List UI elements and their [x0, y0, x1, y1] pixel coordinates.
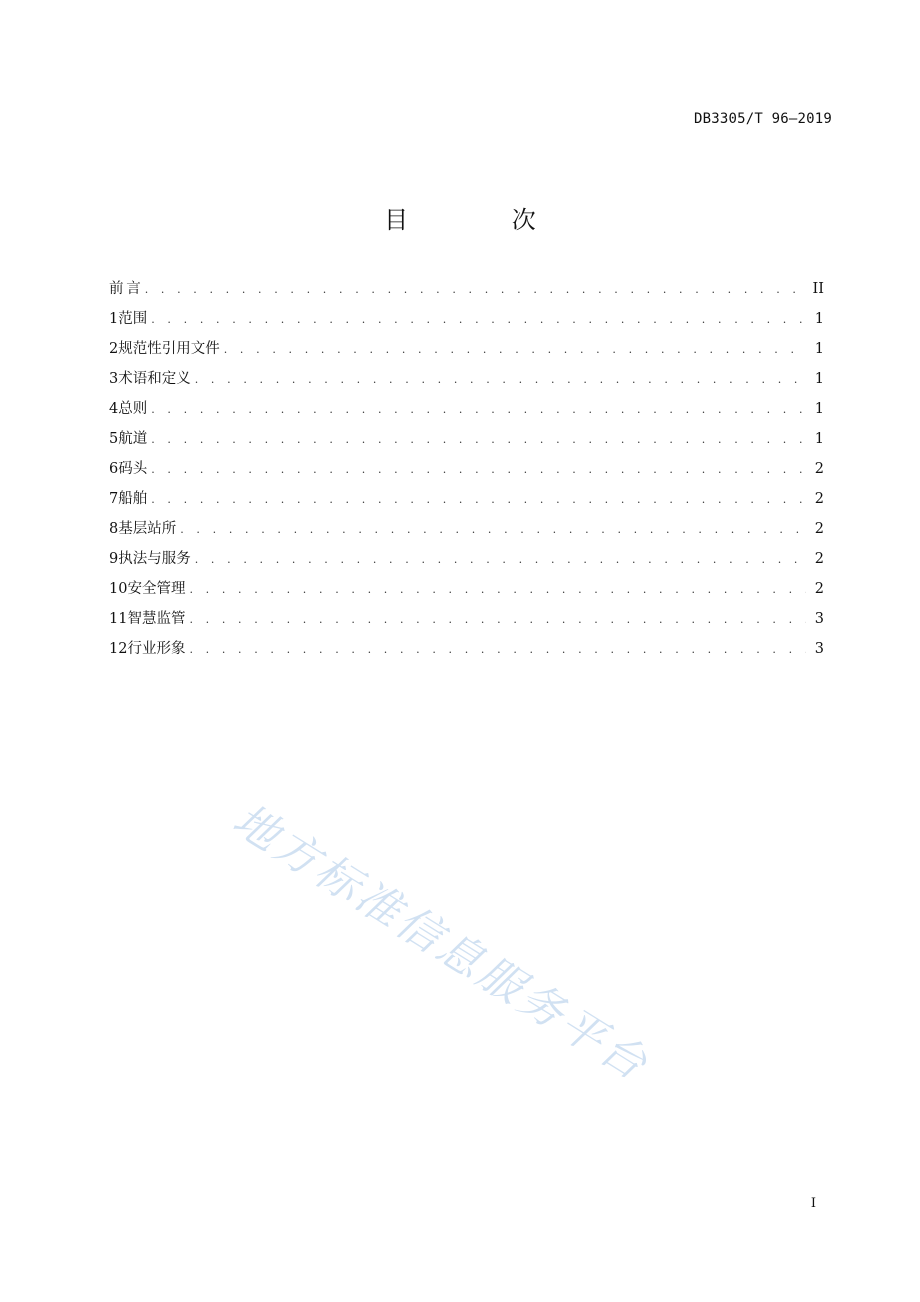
toc-item-label: 言	[126, 281, 141, 297]
toc-leader-dots	[151, 489, 806, 511]
toc-item-11[interactable]	[109, 608, 824, 638]
toc-item-8[interactable]	[109, 518, 824, 548]
toc-item-5[interactable]	[109, 428, 824, 458]
toc-item-page: 2	[814, 491, 824, 507]
toc-item-number: 11	[109, 611, 128, 627]
toc-item-1[interactable]	[109, 308, 824, 338]
toc-item-label: 行业形象	[127, 641, 186, 657]
toc-item-4[interactable]	[109, 398, 824, 428]
toc-item-page: II	[812, 281, 824, 297]
toc-item-label: 执法与服务	[118, 551, 191, 567]
toc-leader-dots	[195, 549, 806, 571]
toc-item-10[interactable]	[109, 578, 824, 608]
toc-item-page: 2	[814, 461, 824, 477]
toc-item-page: 2	[814, 551, 824, 567]
toc-item-number: 5	[109, 431, 119, 447]
toc-item-number: 9	[109, 551, 119, 567]
toc-item-label: 基层站所	[118, 521, 177, 537]
document-code: DB3305/T 96—2019	[693, 111, 832, 127]
toc-title: 目 次	[384, 206, 584, 234]
toc-leader-dots	[151, 459, 806, 481]
watermark: 地方标准信息服务平台	[224, 794, 659, 1092]
toc-item-7[interactable]	[109, 488, 824, 518]
toc-item-page: 1	[814, 401, 824, 417]
toc-item-label: 船舶	[118, 491, 148, 507]
toc-item-6[interactable]	[109, 458, 824, 488]
toc-item-label: 码头	[118, 461, 148, 477]
toc-item-label: 范围	[118, 311, 148, 327]
toc-item-label: 术语和定义	[118, 371, 191, 387]
toc-leader-dots	[180, 519, 806, 541]
toc-item-label: 规范性引用文件	[118, 341, 220, 357]
page-number: I	[810, 1196, 816, 1211]
toc-leader-dots	[151, 309, 806, 331]
toc-item-page: 1	[814, 371, 824, 387]
toc-leader-dots	[189, 609, 806, 631]
toc-item-number: 4	[109, 401, 119, 417]
toc-item-page: 1	[814, 311, 824, 327]
toc-item-foreword[interactable]	[109, 278, 824, 308]
toc-item-label: 智慧监管	[127, 611, 186, 627]
toc-leader-dots	[189, 639, 806, 661]
toc-item-3[interactable]	[109, 368, 824, 398]
toc-leader-dots	[151, 399, 806, 421]
toc-item-page: 3	[814, 611, 824, 627]
toc-item-number: 6	[109, 461, 119, 477]
toc-item-number: 12	[109, 641, 128, 657]
toc-item-number: 3	[109, 371, 119, 387]
toc-item-page: 1	[814, 341, 824, 357]
toc-item-label: 总则	[118, 401, 148, 417]
toc-item-page: 2	[814, 581, 824, 597]
toc-leader-dots	[151, 429, 806, 451]
toc-item-number: 1	[109, 311, 119, 327]
toc-leader-dots	[145, 279, 806, 301]
toc-item-label: 安全管理	[127, 581, 186, 597]
toc-item-label: 航道	[118, 431, 148, 447]
toc-item-number: 前	[109, 281, 124, 297]
toc-item-page: 2	[814, 521, 824, 537]
toc-leader-dots	[195, 369, 806, 391]
toc-list	[109, 278, 824, 668]
toc-leader-dots	[189, 579, 806, 601]
toc-item-number: 7	[109, 491, 119, 507]
toc-item-12[interactable]	[109, 638, 824, 668]
toc-leader-dots	[224, 339, 806, 361]
toc-item-page: 3	[814, 641, 824, 657]
toc-item-page: 1	[814, 431, 824, 447]
toc-item-number: 10	[109, 581, 128, 597]
toc-item-number: 8	[109, 521, 119, 537]
toc-item-number: 2	[109, 341, 119, 357]
toc-item-9[interactable]	[109, 548, 824, 578]
toc-item-2[interactable]	[109, 338, 824, 368]
